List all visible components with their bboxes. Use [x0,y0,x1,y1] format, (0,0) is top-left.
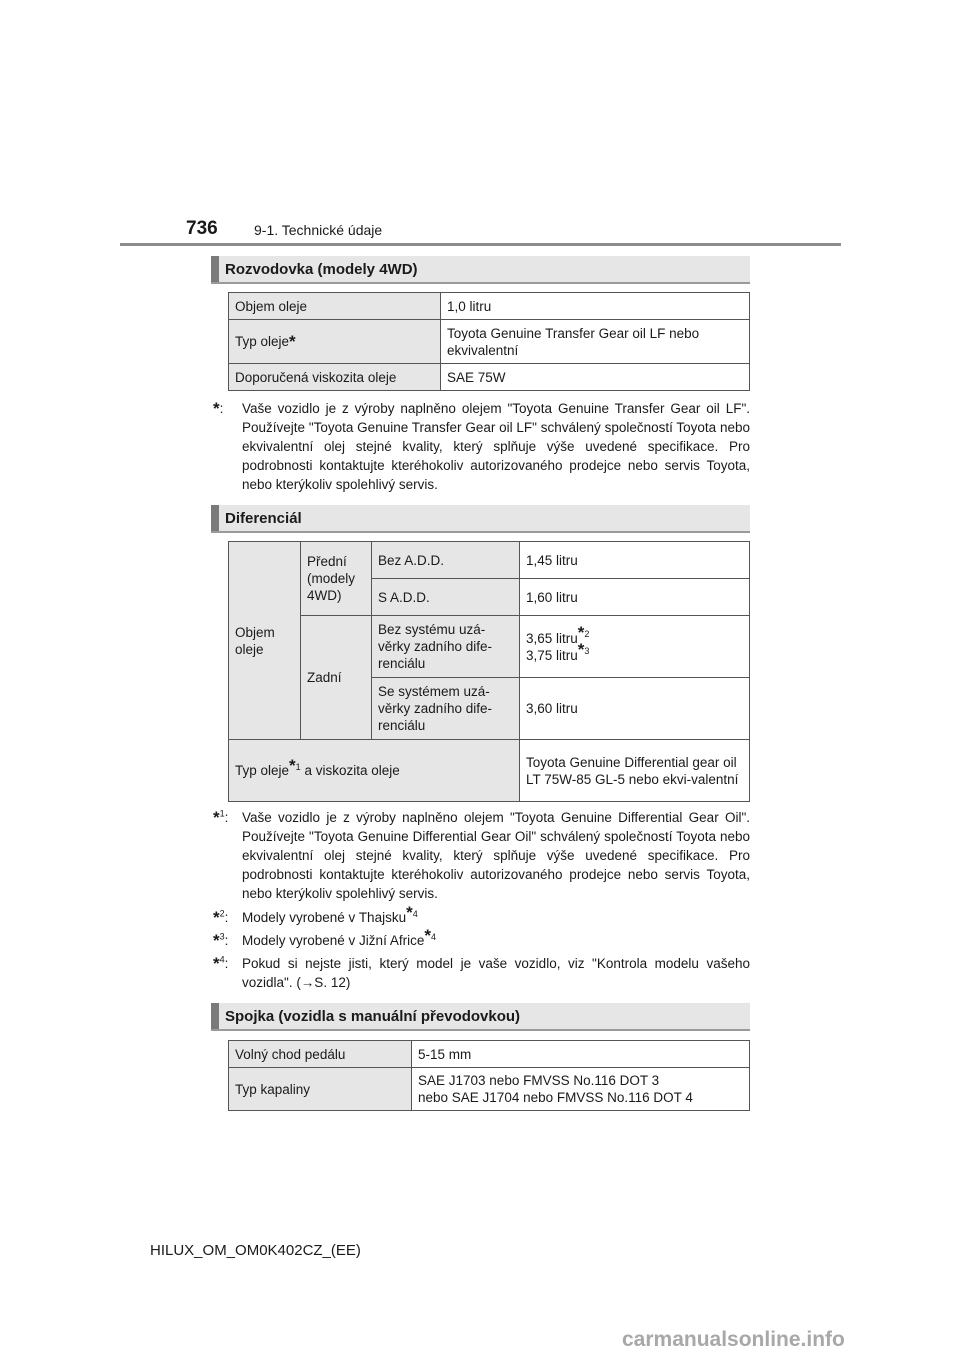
table-row [229,542,750,579]
section-title: Rozvodovka (modely 4WD) [225,261,418,278]
footnote-text: Vaše vozidlo je z výroby naplněno olejem "Toyota Genuine Differential Gear Oil". Používejte "Toyota Genuine Differential Gear Oil" schválený společností Toyota nebo ekvivalentní olej stejné kvality, který splňuje výše uvedené specifikace. Pro podrobnosti kontaktujte kteréhokoliv autorizovaného prodejce nebo servis Toyota, nebo kterýkoliv spolehlivý servis. [242,810,750,901]
footnote [213,902,750,927]
footnote-marker: *$^4$: [213,954,229,973]
section-header-clutch [211,1003,750,1031]
footnote-text: Vaše vozidlo je z výroby naplněno olejem "Toyota Genuine Transfer Gear oil LF". Používejte "Toyota Genuine Transfer Gear oil LF" schválený společností Toyota nebo ekvivalentní olej stejné kvality, který splňuje výše uvedené specifikace. Pro podrobnosti kontaktujte kteréhokoliv autorizovaného prodejce nebo servis Toyota, nebo kterýkoliv spolehlivý servis. [242,401,750,492]
watermark: carmanualsonline.info [622,1328,845,1351]
table-row [229,320,750,364]
footnote-marker: *$^2$: [213,908,229,927]
footnote-marker: *$^1$: [213,808,229,827]
table-row [229,1041,750,1068]
front-label: Přední (modely 4WD) [301,542,372,616]
footnote-text: Modely vyrobené v Thajsku$^{*4}$ [242,902,418,925]
row-label: Bez systému uzá-věrky zadního dife-renciálu [372,616,520,678]
value-line: 3,75 litru [526,647,578,663]
label-text: Typ oleje [235,334,290,349]
footnote-mark: * [289,332,296,351]
row-value: 1,45 litru [520,542,750,579]
document-code: HILUX_OM_OM0K402CZ_(EE) [150,1242,361,1259]
row-label: Bez A.D.D. [372,542,520,579]
footnote-marker: *: [213,399,224,418]
footnote-mark: *3 [577,640,590,659]
row-label: Typ kapaliny [229,1068,412,1111]
row-value [412,1068,750,1111]
footnote [213,808,750,903]
footnote-mark: *1 [289,755,301,775]
section-header-transfer [211,256,750,284]
value-line: SAE J1703 nebo FMVSS No.116 DOT 3 [418,1073,660,1088]
row-value: 5-15 mm [412,1041,750,1068]
transfer-table [228,292,750,391]
row-label [229,740,520,802]
section-title: Spojka (vozidla s manuální převodovkou) [225,1008,521,1025]
row-label: S A.D.D. [372,579,520,616]
footnote [213,399,750,494]
footnote [213,925,750,950]
table-row [229,293,750,320]
row-label: Volný chod pedálu [229,1041,412,1068]
footnote-text: Modely vyrobené v Jižní Africe$^{*4}$ [242,925,436,948]
footnote-text: Pokud si nejste jisti, který model je vaše vozidlo, viz "Kontrola modelu vašeho vozidla". (→S. 12) [242,956,750,990]
differential-table [228,541,750,802]
row-label: Objem oleje [229,293,441,320]
row-value: 1,60 litru [520,579,750,616]
section-bar [211,256,219,282]
value-line: nebo SAE J1704 nebo FMVSS No.116 DOT 4 [418,1090,693,1105]
clutch-table [228,1040,750,1111]
row-label: Doporučená viskozita oleje [229,364,441,391]
row-label [229,320,441,364]
row-value [520,616,750,678]
row-label: Se systémem uzá-věrky zadního dife-renciálu [372,678,520,740]
row-value: SAE 75W [441,364,750,391]
oil-volume-label: Objem oleje [229,542,301,740]
footnote-marker: *$^3$: [213,931,229,950]
label-text: Typ oleje [235,763,290,778]
table-row [229,364,750,391]
rear-label: Zadní [301,616,372,740]
section-header-differential [211,505,750,533]
chapter-title: 9-1. Technické údaje [254,222,383,238]
table-row [229,616,750,678]
footnote [213,954,750,992]
section-title: Diferenciál [225,510,302,527]
row-value: 1,0 litru [441,293,750,320]
row-value: 3,60 litru [520,678,750,740]
header-divider [120,243,841,246]
table-row [229,1068,750,1111]
section-bar [211,505,219,531]
table-row [229,740,750,802]
value-line: 3,65 litru [526,630,578,646]
section-bar [211,1003,219,1029]
page-number: 736 [186,218,218,239]
label-text: a viskozita oleje [300,763,400,778]
row-value: Toyota Genuine Differential gear oil LT 75W-85 GL-5 nebo ekvi-valentní [520,740,750,802]
row-value: Toyota Genuine Transfer Gear oil LF nebo ekvivalentní [441,320,750,364]
footnote-mark: *2 [577,623,590,642]
